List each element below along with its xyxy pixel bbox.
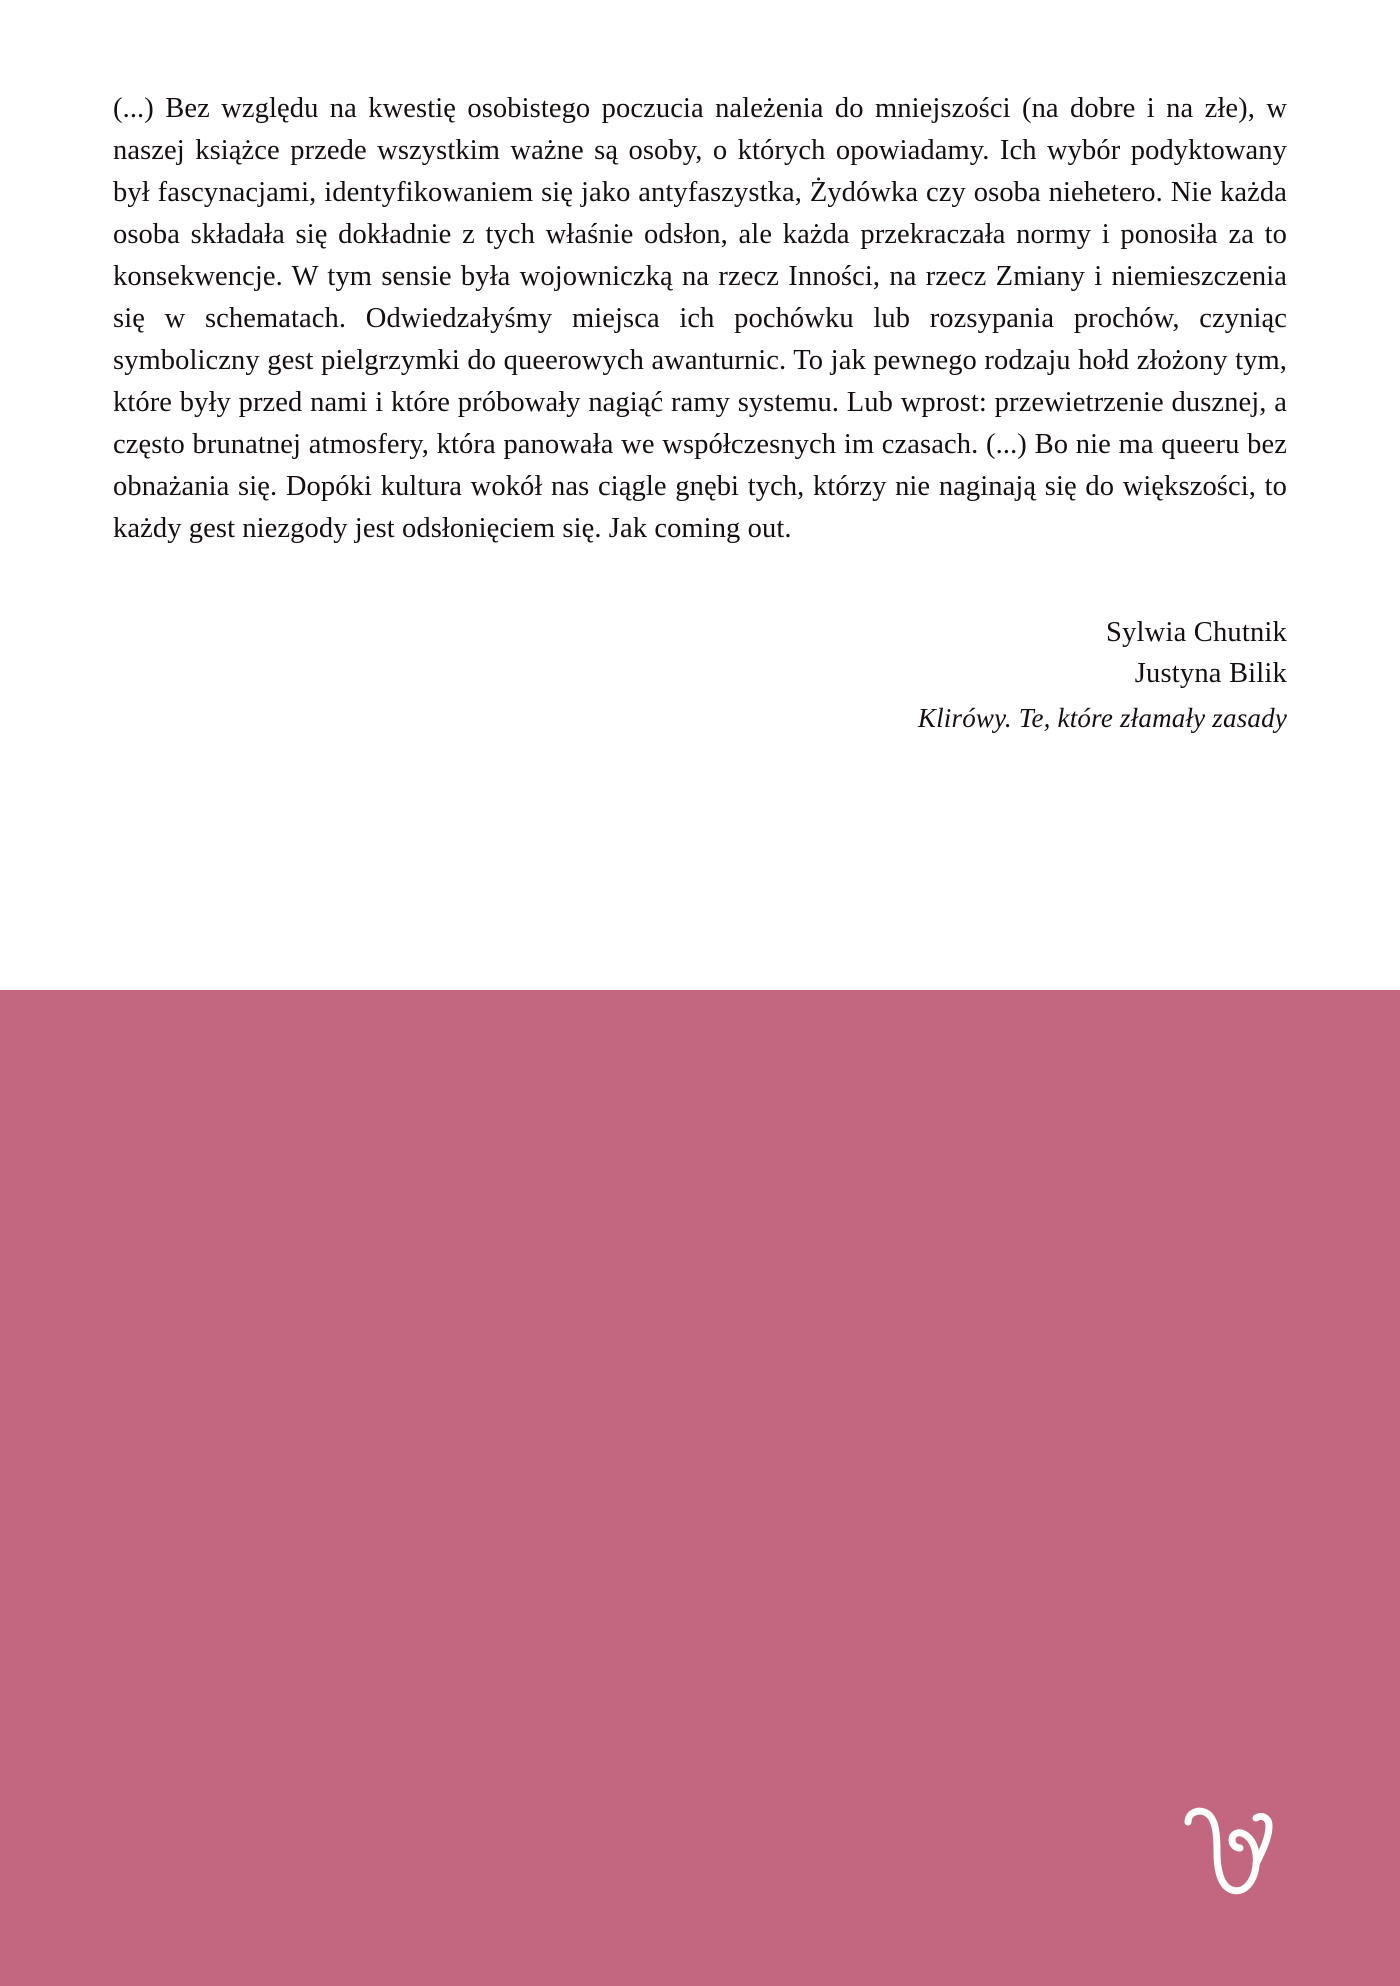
color-band: [0, 990, 1400, 1986]
attribution-block: [113, 612, 1287, 739]
work-title: Klirówy. Te, które złamały zasady: [917, 703, 1287, 734]
quote-text: (...) Bez względu na kwestię osobistego poczucia należenia do mniejszości (na dobre i na złe), w naszej książce przede wszystkim ważne są osoby, o których opowiadamy. Ich wybór podyktowany był fascynacjami, identyfikowaniem się jako antyfaszystka, Żydówka czy osoba niehetero. Nie każda osoba składała się dokładnie z tych właśnie odsłon, ale każda przekraczała normy i ponosiła za to konsekwencje. W tym sensie była wojowniczką na rzecz Inności, na rzecz Zmiany i niemieszczenia się w schematach. Odwiedzałyśmy miejsca ich pochówku lub rozsypania prochów, czyniąc symboliczny gest pielgrzymki do queerowych awanturnic. To jak pewnego rodzaju hołd złożony tym, które były przed nami i które próbowały nagiąć ramy systemu. Lub wprost: przewietrzenie dusznej, a często brunatnej atmosfery, która panowała we współczesnych im czasach. (...) Bo nie ma queeru bez obnażania się. Dopóki kultura wokół nas ciągle gnębi tych, którzy nie naginają się do większości, to każdy gest niezgody jest odsłonięciem się. Jak coming out.: [113, 93, 1287, 545]
publisher-monogram-icon: [1170, 1794, 1280, 1914]
quote-section: [0, 0, 1400, 990]
author-name-primary: Sylwia Chutnik: [1106, 617, 1287, 649]
author-name-secondary: Justyna Bilik: [1134, 658, 1287, 690]
